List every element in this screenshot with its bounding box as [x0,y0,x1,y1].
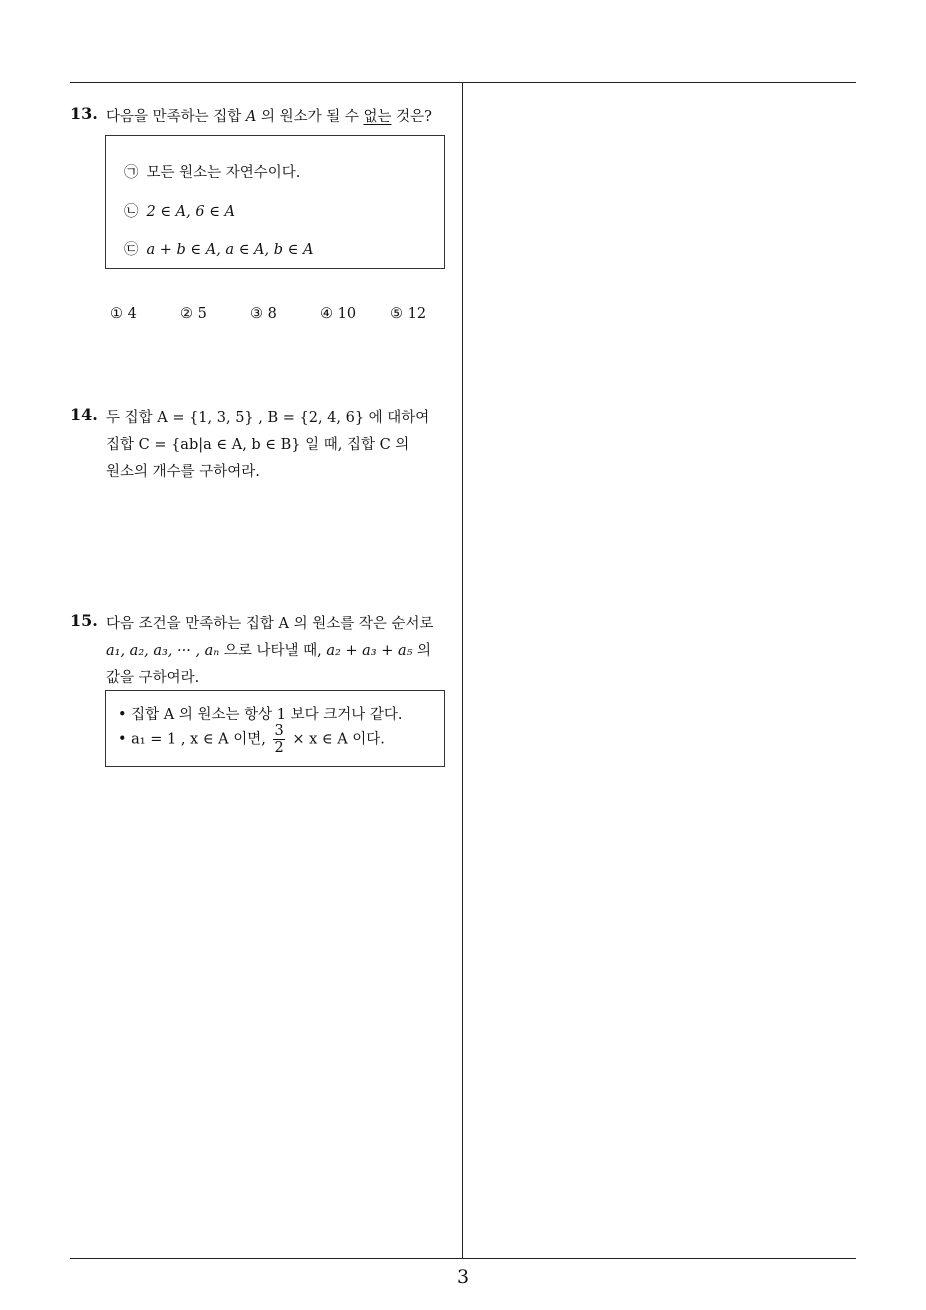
problem-13 [70,102,458,332]
condition-2: ㉡ 2 ∈ A, 6 ∈ A [124,204,236,220]
page-number: 3 [456,1266,470,1288]
condition-mark: ㉡ [124,204,139,220]
problem-15 [70,610,458,770]
problem-line-3: 값을 구하여라. [106,670,200,686]
problem-line-1: 다음 조건을 만족하는 집합 A 의 원소를 작은 순서로 [106,616,434,632]
problem-number: 13. [70,104,98,123]
problem-14 [70,404,458,484]
column-divider [462,82,463,1259]
fraction: $\frac{3}{2}$ [274,723,284,756]
condition-bullet-2: • a₁ = 1 , x ∈ A 이면, $\frac{3}{2}$ × x ∈ A 이다. [118,723,385,756]
bottom-rule [70,1258,856,1259]
problem-number: 14. [70,405,98,424]
condition-1: ㉠ 모든 원소는 자연수이다. [124,165,301,181]
problem-number: 15. [70,611,98,630]
condition-3: ㉢ a + b ∈ A, a ∈ A, b ∈ A [124,242,314,258]
choice-4[interactable]: ④ 10 [320,306,357,322]
choice-5[interactable]: ⑤ 12 [390,306,427,322]
problem-line-1: 두 집합 A = {1, 3, 5} , B = {2, 4, 6} 에 대하여 [106,410,430,426]
condition-mark: ㉢ [124,242,139,258]
choice-2[interactable]: ② 5 [180,306,207,322]
condition-mark: ㉠ [124,165,139,181]
problem-stem: 다음을 만족하는 집합 A 의 원소가 될 수 없는 것은? [106,109,432,125]
choice-3[interactable]: ③ 8 [250,306,277,322]
emphasis-underline: 없는 [363,109,392,125]
problem-line-2: 집합 C = {ab|a ∈ A, b ∈ B} 일 때, 집합 C 의 [106,437,410,453]
condition-box [105,135,445,269]
problem-line-3: 원소의 개수를 구하여라. [106,464,260,480]
choice-1[interactable]: ① 4 [110,306,137,322]
condition-bullet-1: • 집합 A 의 원소는 항상 1 보다 크거나 같다. [118,707,403,723]
condition-box [105,690,445,767]
problem-line-2: a₁, a₂, a₃, ··· , aₙ 으로 나타낼 때, a₂ + a₃ + a₅ 의 [106,643,432,659]
